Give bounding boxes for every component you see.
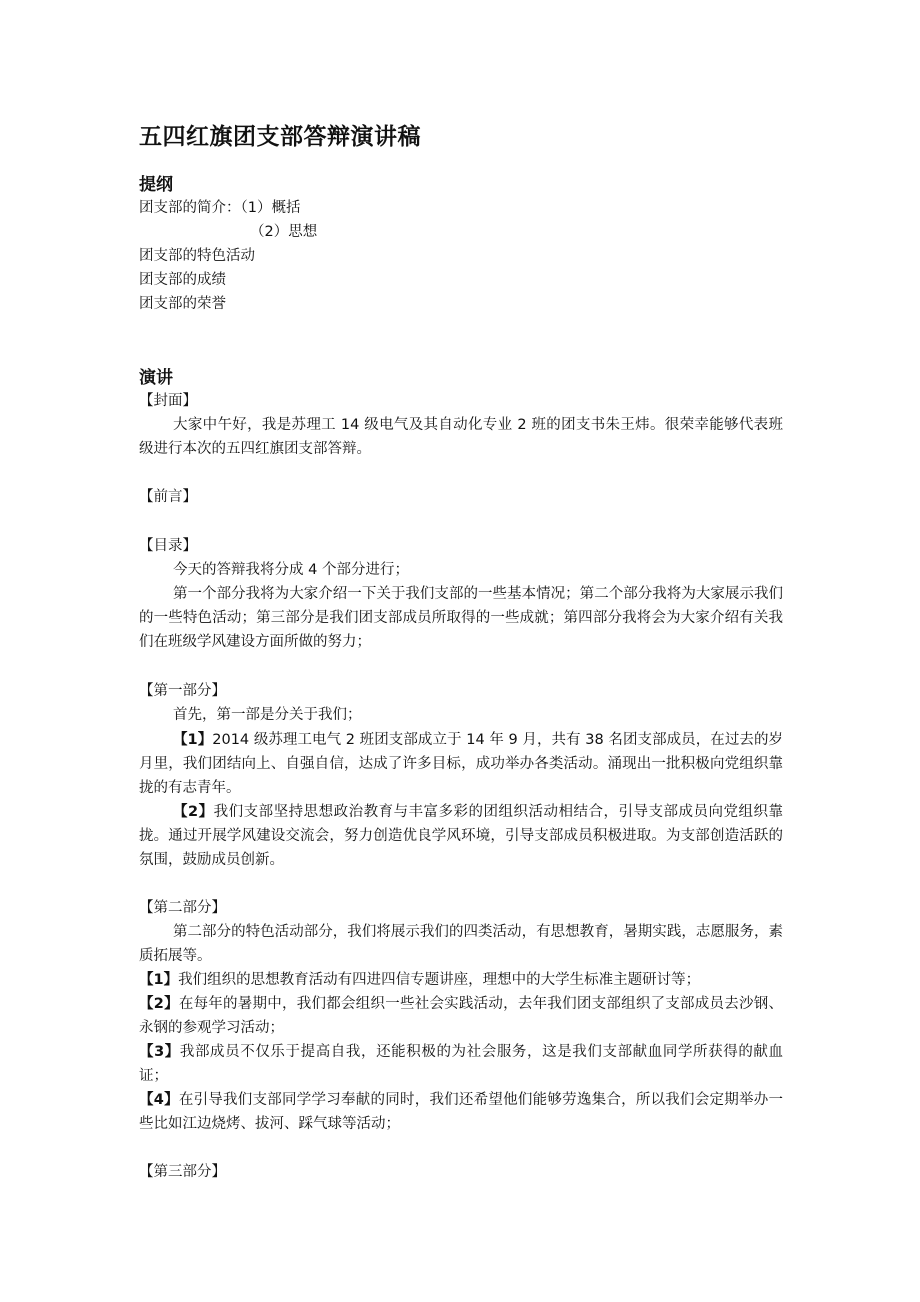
part2-item-3 (139, 1040, 783, 1088)
part1-paragraph-1 (139, 728, 783, 800)
part2-i4-number: 【4】 (139, 1092, 179, 1108)
contents-paragraph: 第一个部分我将为大家介绍一下关于我们支部的一些基本情况；第二个部分我将为大家展示我们的一些特色活动；第三部分是我们团支部成员所取得的一些成就；第四部分我将会为大家介绍有关我们在班级学风建设方面所做的努力； (139, 586, 783, 650)
outline-intro-sub: （2）思想 (250, 224, 318, 240)
part2-i1-text: 我们组织的思想教育活动有四进四信专题讲座，理想中的大学生标准主题研讨等； (178, 972, 701, 988)
part2-intro: 第二部分的特色活动部分，我们将展示我们的四类活动，有思想教育，暑期实践，志愿服务，素质拓展等。 (139, 924, 783, 964)
part2-i2-text: 在每年的暑期中，我们都会组织一些社会实践活动，去年我们团支部组织了支部成员去沙钢、永钢的参观学习活动； (139, 996, 784, 1036)
document-title: 五四红旗团支部答辩演讲稿 (139, 124, 421, 150)
part1-p2-number: 【2】 (173, 804, 214, 820)
part1-p1-number: 【1】 (173, 732, 213, 748)
part2-item-4 (139, 1088, 783, 1136)
part1-tag: 【第一部分】 (139, 683, 226, 699)
part1-intro: 首先，第一部是分关于我们； (173, 707, 362, 723)
part2-item-1 (139, 968, 783, 992)
part2-i3-text: 我部成员不仅乐于提高自我，还能积极的为社会服务，这是我们支部献血同学所获得的献血证； (139, 1044, 783, 1084)
part2-item-2 (139, 992, 783, 1040)
contents-line: 今天的答辩我将分成 4 个部分进行； (173, 562, 409, 578)
part2-i1-number: 【1】 (139, 972, 179, 988)
contents-tag: 【目录】 (139, 538, 197, 554)
preface-tag: 【前言】 (139, 489, 197, 505)
part1-paragraph-2 (139, 800, 783, 872)
outline-intro-label: 团支部的简介：（1）概括 (139, 200, 301, 216)
part2-i3-number: 【3】 (139, 1044, 180, 1060)
cover-tag: 【封面】 (139, 393, 197, 409)
outline-item-honors: 团支部的荣誉 (139, 296, 226, 312)
speech-heading: 演讲 (139, 368, 173, 388)
outline-heading: 提纲 (139, 175, 173, 195)
part2-tag: 【第二部分】 (139, 900, 226, 916)
outline-item-activities: 团支部的特色活动 (139, 248, 255, 264)
part3-tag: 【第三部分】 (139, 1164, 226, 1180)
part1-p1-text: 2014 级苏理工电气 2 班团支部成立于 14 年 9 月，共有 38 名团支部成员，在过去的岁月里，我们团结向上、自强自信，达成了许多目标，成功举办各类活动。涌现出一批积极向党组织靠拢的有志青年。 (139, 732, 783, 796)
part2-i2-number: 【2】 (139, 996, 179, 1012)
outline-item-achievements: 团支部的成绩 (139, 272, 226, 288)
cover-paragraph: 大家中午好，我是苏理工 14 级电气及其自动化专业 2 班的团支书朱王炜。很荣幸能够代表班级进行本次的五四红旗团支部答辩。 (139, 417, 783, 457)
part1-p2-text: 我们支部坚持思想政治教育与丰富多彩的团组织活动相结合，引导支部成员向党组织靠拢。通过开展学风建设交流会，努力创造优良学风环境，引导支部成员积极进取。为支部创造活跃的氛围，鼓励成员创新。 (139, 804, 784, 868)
part2-i4-text: 在引导我们支部同学学习奉献的同时，我们还希望他们能够劳逸集合，所以我们会定期举办一些比如江边烧烤、拔河、踩气球等活动； (139, 1092, 784, 1132)
